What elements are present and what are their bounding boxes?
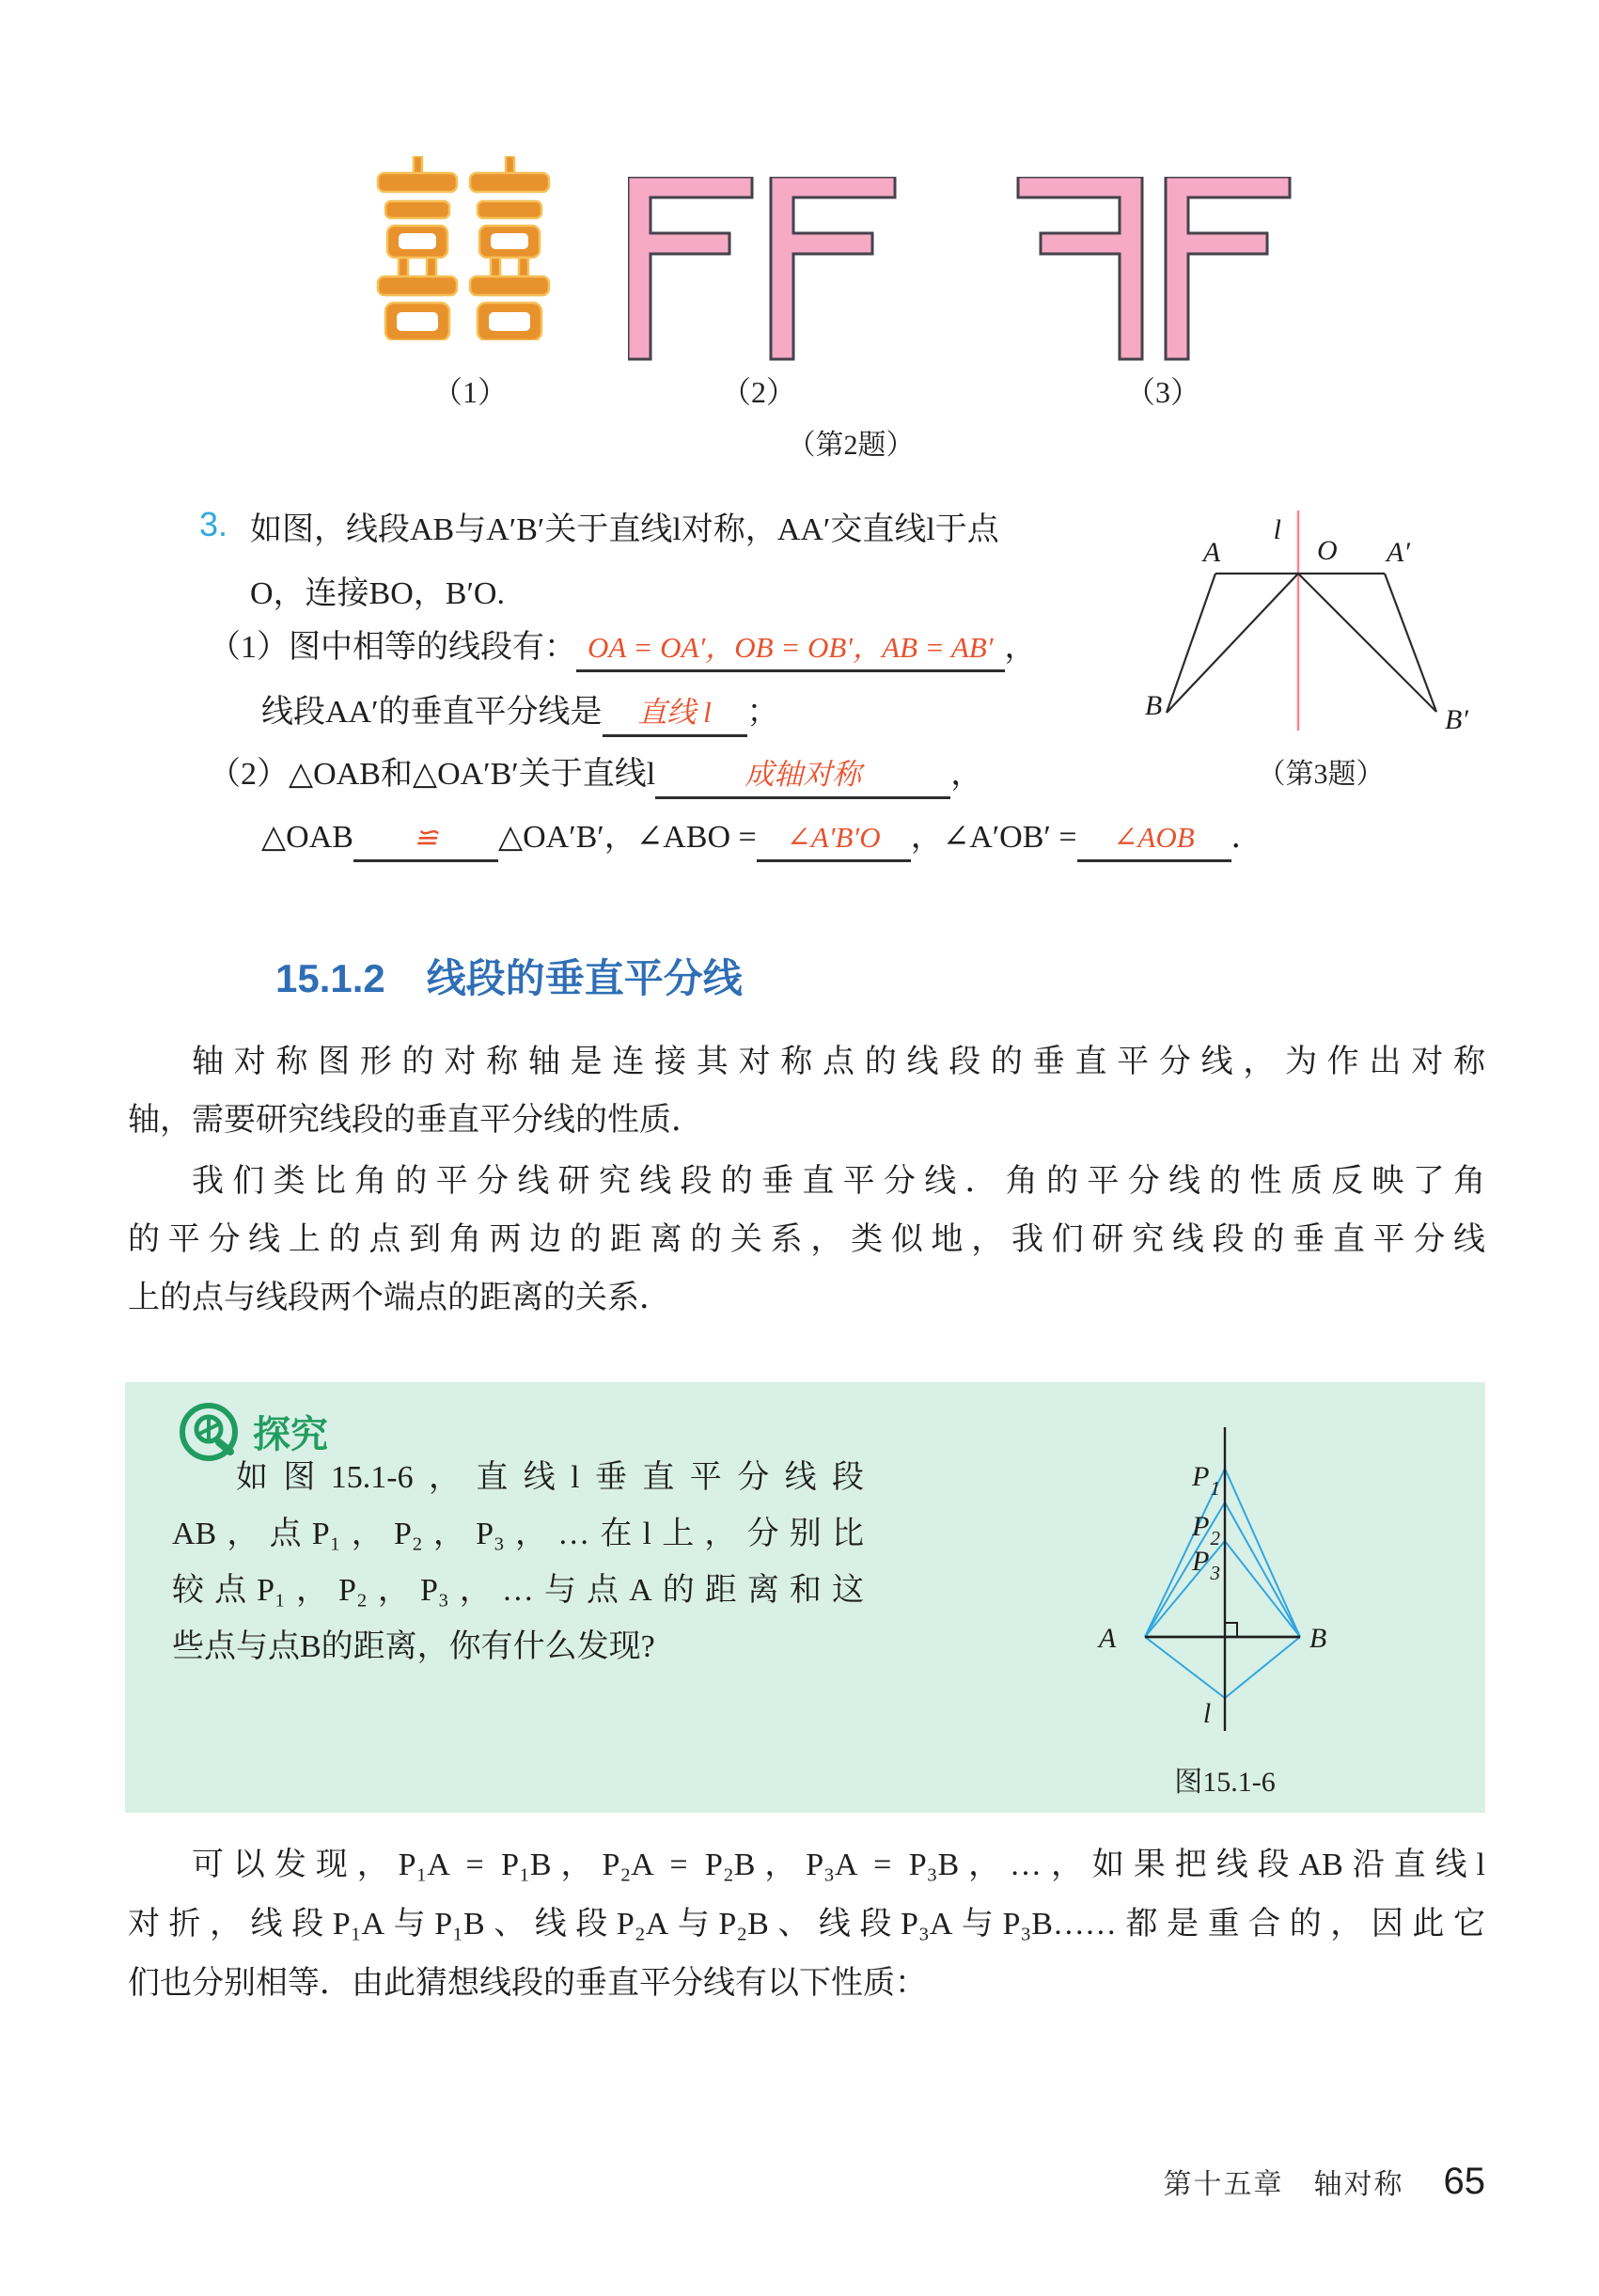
label-A-prime: A′ [1387,537,1410,568]
label-P3: $P_3$ [1192,1546,1220,1584]
figure-label-3: （3） [1124,375,1200,409]
problem-number: 3. [199,505,228,543]
problem3-geometry-figure [1114,503,1490,785]
problem-item-1b [261,685,779,737]
problem-item-2 [209,747,982,799]
item2b-text1: △OAB [261,820,353,855]
figure-caption-problem2: （第2题） [787,430,915,461]
paragraph-line: 可以发现，P₁A = P₁B，P₂A = P₂B，P₃A = P₃B，…，如果把线段AB沿直线l [192,1848,1485,1882]
paragraph-line: 我们类比角的平分线研究线段的垂直平分线．角的平分线的性质反映了角 [192,1164,1485,1199]
label-B-prime: B′ [1445,704,1468,735]
figure-caption-problem3: （第3题） [1257,759,1385,790]
label-O: O [1317,535,1338,566]
explore-line: AB，点P₁，P₂，P₃，…在l上，分别比 [172,1517,864,1551]
letter-f-shape [771,177,895,359]
explore-box [125,1382,1485,1813]
problem-item-2b [261,810,1263,862]
item2-comma: ， [950,757,983,792]
paragraph-1 [128,1033,1485,1150]
item2b-text3: ，∠A′OB′ = [910,820,1077,855]
explore-line: 些点与点B的距离，你有什么发现? [172,1629,655,1664]
segments [1167,574,1436,713]
label-B: B [1144,690,1163,721]
mirrored-ff-figure [1011,177,1297,363]
paragraph-line: 们也分别相等．由此猜想线段的垂直平分线有以下性质： [128,1966,927,2001]
label-B: B [1309,1623,1327,1654]
footer-page-number: 65 [1443,2161,1485,2202]
paragraph-line: 对折，线段P₁A与P₁B、线段P₂A与P₂B、线段P₃A与P₃B……都是重合的，因此它 [128,1907,1485,1942]
item2b-answer2-blank: ∠A′B′O [757,823,911,862]
blue-distance-lines [1145,1469,1300,1698]
item1b-answer-blank: 直线 l [603,698,747,737]
label-P2: $P_2$ [1192,1511,1220,1549]
explore-line: 如图15.1-6，直线l垂直平分线段 [236,1460,864,1495]
figure-label-2: （2） [720,375,796,409]
right-angle-mark [1225,1623,1237,1637]
figure-label-1: （1） [431,375,508,409]
explore-text [172,1450,864,1675]
page-footer [978,2161,1485,2203]
item1-answer-blank: OA = OA′，OB = OB′，AB = AB′ [576,633,1005,672]
label-A: A [1098,1623,1117,1654]
section-title: 线段的垂直平分线 [426,956,743,1000]
paragraph-line: 轴对称图形的对称轴是连接其对称点的线段的垂直平分线，为作出对称 [192,1045,1485,1079]
explore-line: 较点P₁，P₂，P₃，…与点A的距离和这 [172,1573,864,1608]
item2b-answer1-blank: ≌ [353,823,498,862]
paragraph-2 [128,1153,1485,1328]
figure-caption-15-1-6: 图15.1-6 [1174,1767,1276,1798]
item1b-prefix: 线段AA′的垂直平分线是 [261,695,603,730]
footer-chapter: 第十五章 轴对称 [1163,2169,1404,2200]
double-happiness-figure [376,156,551,340]
label-l: l [1273,514,1281,545]
section-number: 15.1.2 [275,956,385,1000]
paragraph-line: 的平分线上的点到角两边的距离的关系，类似地，我们研究线段的垂直平分线 [128,1222,1485,1257]
item1-prefix: （1）图中相等的线段有： [209,630,576,665]
paragraph-3 [128,1835,1485,2013]
item2b-text2: △OA′B′，∠ABO = [497,820,757,855]
translated-ff-figure [628,177,901,363]
paragraph-line: 轴，需要研究线段的垂直平分线的性质． [128,1103,703,1138]
label-A: A [1202,537,1221,568]
item1-comma: ， [1004,630,1037,665]
problem-item-1 [209,621,1037,672]
section-heading [275,948,743,1004]
problem-line-1: 如图，线段AB与A′B′关于直线l对称，AA′交直线l于点 [250,512,999,547]
problem-line-2: O，连接BO，B′O. [250,576,505,611]
letter-f-shape [628,177,752,359]
letter-f-shape [1166,177,1290,359]
item2b-end: ． [1231,820,1263,855]
explore-label: 探究 [253,1414,328,1455]
label-l: l [1202,1698,1212,1729]
item2-answer-blank: 成轴对称 [655,760,950,799]
item1b-end: ； [746,695,779,730]
mirrored-f-shape [1018,177,1142,359]
figure-15-1-6 [1042,1410,1333,1739]
paragraph-line: 上的点与线段两个端点的距离的关系． [128,1281,671,1315]
item2-prefix: （2）△OAB和△OA′B′关于直线l [209,757,656,792]
label-P1: $P_1$ [1192,1461,1220,1500]
item2b-answer3-blank: ∠AOB [1077,823,1231,862]
